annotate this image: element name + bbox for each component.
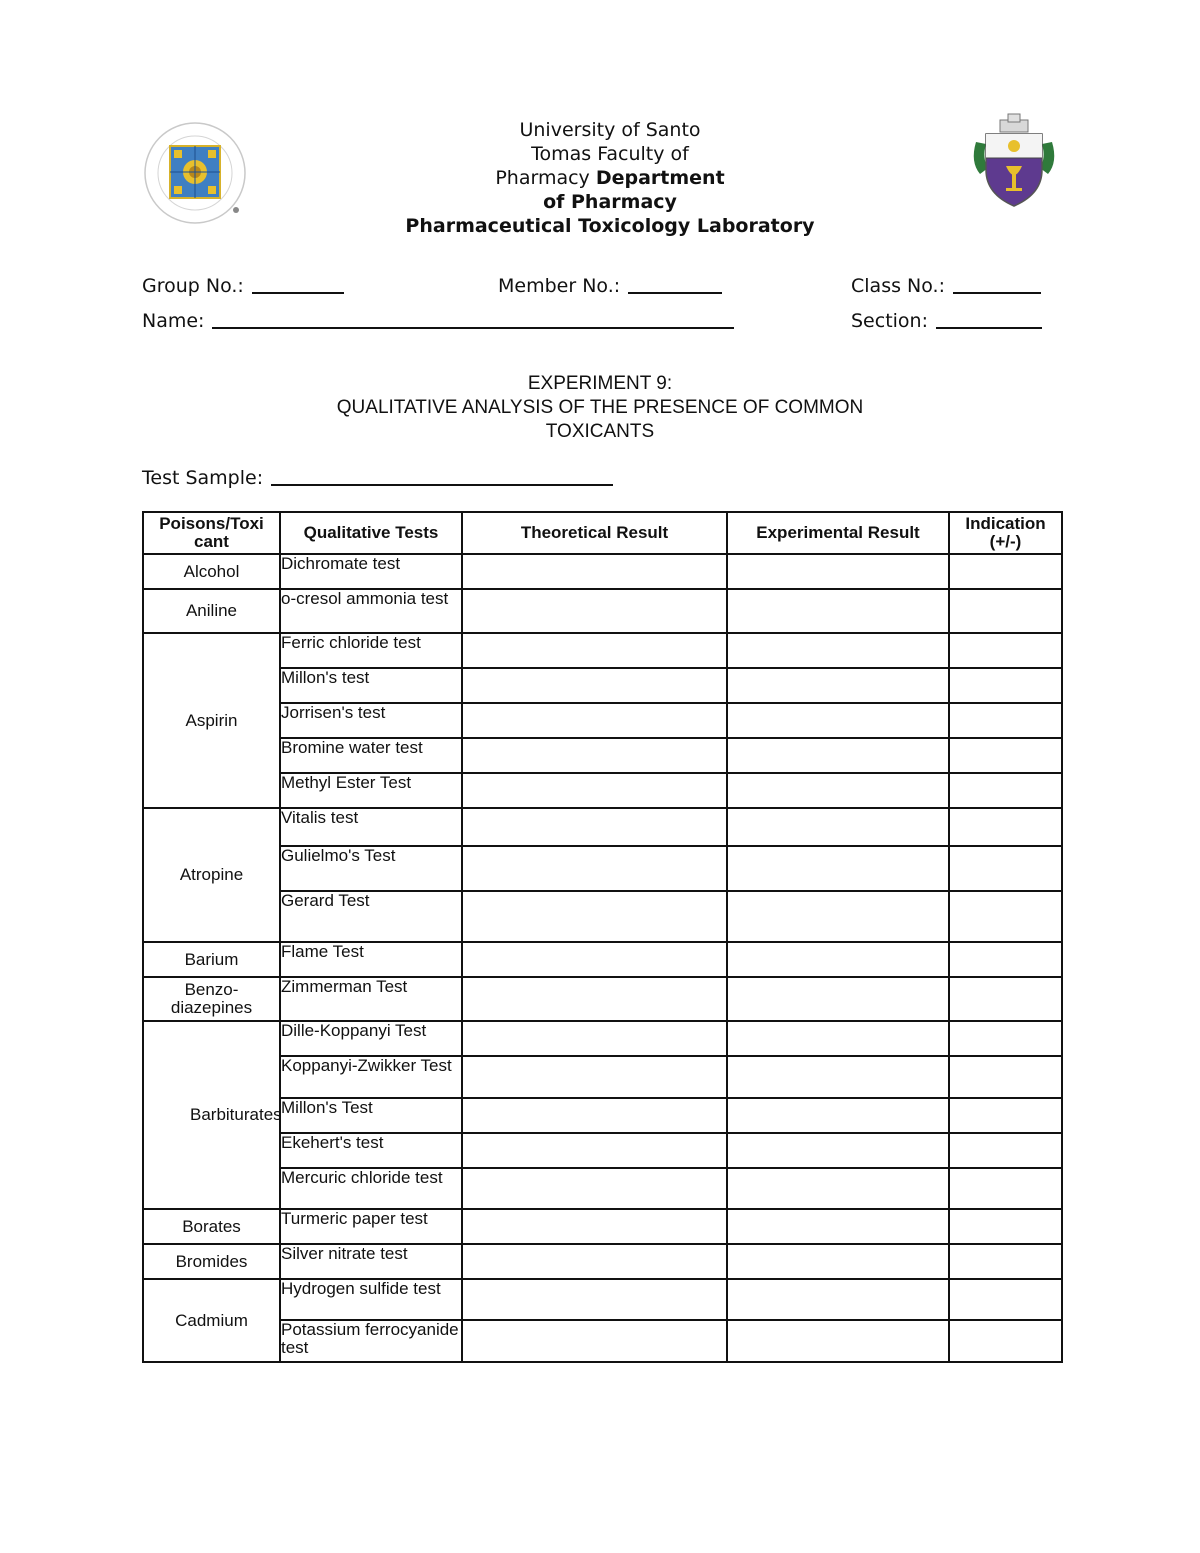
table-row xyxy=(143,1133,1062,1168)
experimental-result-cell[interactable] xyxy=(727,1098,949,1133)
theoretical-result-cell[interactable] xyxy=(462,703,727,738)
indication-cell[interactable] xyxy=(949,554,1062,589)
group-no-field[interactable] xyxy=(142,275,344,297)
member-no-blank[interactable] xyxy=(628,292,722,294)
section-field[interactable] xyxy=(851,310,1042,332)
header-indication-line-1: Indication xyxy=(965,514,1046,533)
table-row xyxy=(143,1209,1062,1244)
header-line-4: of Pharmacy xyxy=(543,191,677,213)
test-sample-field[interactable] xyxy=(142,467,613,489)
table-row xyxy=(143,977,1062,1021)
indication-cell[interactable] xyxy=(949,738,1062,773)
experimental-result-cell[interactable] xyxy=(727,1209,949,1244)
indication-cell[interactable] xyxy=(949,1209,1062,1244)
indication-cell[interactable] xyxy=(949,1244,1062,1279)
table-row xyxy=(143,773,1062,808)
test-ferric-chloride: Ferric chloride test xyxy=(280,633,462,668)
indication-cell[interactable] xyxy=(949,891,1062,942)
results-table xyxy=(142,511,1063,1363)
header-line-3 xyxy=(380,166,840,190)
table-row xyxy=(143,891,1062,942)
header-qualitative-tests: Qualitative Tests xyxy=(280,512,462,554)
experimental-result-cell[interactable] xyxy=(727,977,949,1021)
theoretical-result-cell[interactable] xyxy=(462,1320,727,1362)
header-indication xyxy=(949,512,1062,554)
experimental-result-cell[interactable] xyxy=(727,738,949,773)
university-header xyxy=(380,118,840,238)
test-methyl-ester: Methyl Ester Test xyxy=(280,773,462,808)
poison-atropine: Atropine xyxy=(143,808,280,942)
theoretical-result-cell[interactable] xyxy=(462,977,727,1021)
header-poison-line-2: cant xyxy=(194,532,229,551)
header-experimental-result: Experimental Result xyxy=(727,512,949,554)
test-ekeherts: Ekehert's test xyxy=(280,1133,462,1168)
section-label: Section: xyxy=(851,310,928,332)
experimental-result-cell[interactable] xyxy=(727,1056,949,1098)
theoretical-result-cell[interactable] xyxy=(462,589,727,633)
indication-cell[interactable] xyxy=(949,668,1062,703)
poison-aspirin: Aspirin xyxy=(143,633,280,808)
indication-cell[interactable] xyxy=(949,1279,1062,1320)
theoretical-result-cell[interactable] xyxy=(462,738,727,773)
experimental-result-cell[interactable] xyxy=(727,846,949,891)
indication-cell[interactable] xyxy=(949,589,1062,633)
header-line-3-plain: Pharmacy xyxy=(495,167,596,189)
experimental-result-cell[interactable] xyxy=(727,633,949,668)
experimental-result-cell[interactable] xyxy=(727,891,949,942)
experimental-result-cell[interactable] xyxy=(727,942,949,977)
poison-aniline: Aniline xyxy=(143,589,280,633)
table-row xyxy=(143,589,1062,633)
theoretical-result-cell[interactable] xyxy=(462,633,727,668)
experimental-result-cell[interactable] xyxy=(727,703,949,738)
group-no-label: Group No.: xyxy=(142,275,244,297)
indication-cell[interactable] xyxy=(949,1056,1062,1098)
table-row xyxy=(143,846,1062,891)
indication-cell[interactable] xyxy=(949,808,1062,846)
poison-barium: Barium xyxy=(143,942,280,977)
theoretical-result-cell[interactable] xyxy=(462,1279,727,1320)
theoretical-result-cell[interactable] xyxy=(462,554,727,589)
table-row xyxy=(143,1244,1062,1279)
table-header-row xyxy=(143,512,1062,554)
theoretical-result-cell[interactable] xyxy=(462,1244,727,1279)
theoretical-result-cell[interactable] xyxy=(462,808,727,846)
name-label: Name: xyxy=(142,310,205,332)
test-vitalis: Vitalis test xyxy=(280,808,462,846)
theoretical-result-cell[interactable] xyxy=(462,1133,727,1168)
table-row xyxy=(143,1168,1062,1209)
indication-cell[interactable] xyxy=(949,633,1062,668)
table-row xyxy=(143,1320,1062,1362)
experimental-result-cell[interactable] xyxy=(727,1168,949,1209)
indication-cell[interactable] xyxy=(949,1021,1062,1056)
test-dille-koppanyi: Dille-Koppanyi Test xyxy=(280,1021,462,1056)
poison-alcohol: Alcohol xyxy=(143,554,280,589)
header-line-5: Pharmaceutical Toxicology Laboratory xyxy=(405,215,815,237)
indication-cell[interactable] xyxy=(949,1168,1062,1209)
ust-seal-logo xyxy=(140,118,250,228)
theoretical-result-cell[interactable] xyxy=(462,1168,727,1209)
theoretical-result-cell[interactable] xyxy=(462,773,727,808)
name-blank[interactable] xyxy=(212,327,734,329)
member-no-label: Member No.: xyxy=(498,275,621,297)
table-row xyxy=(143,942,1062,977)
table-row xyxy=(143,554,1062,589)
experiment-title xyxy=(230,372,970,444)
poison-borates: Borates xyxy=(143,1209,280,1244)
header-poison xyxy=(143,512,280,554)
experiment-title-line-2: TOXICANTS xyxy=(545,421,655,442)
table-row xyxy=(143,1098,1062,1133)
theoretical-result-cell[interactable] xyxy=(462,1056,727,1098)
poison-bromides: Bromides xyxy=(143,1244,280,1279)
table-row xyxy=(143,633,1062,668)
indication-cell[interactable] xyxy=(949,977,1062,1021)
member-no-field[interactable] xyxy=(498,275,722,297)
test-potassium-ferrocyanide: Potassium ferrocyanide test xyxy=(280,1320,462,1362)
test-silver-nitrate: Silver nitrate test xyxy=(280,1244,462,1279)
test-turmeric-paper: Turmeric paper test xyxy=(280,1209,462,1244)
test-gulielmos: Gulielmo's Test xyxy=(280,846,462,891)
experimental-result-cell[interactable] xyxy=(727,1320,949,1362)
table-row xyxy=(143,668,1062,703)
indication-cell[interactable] xyxy=(949,703,1062,738)
table-row xyxy=(143,703,1062,738)
pharmacy-crest-logo xyxy=(968,112,1060,212)
experimental-result-cell[interactable] xyxy=(727,1133,949,1168)
test-bromine-water: Bromine water test xyxy=(280,738,462,773)
experiment-number: EXPERIMENT 9: xyxy=(527,373,673,394)
class-no-label: Class No.: xyxy=(851,275,945,297)
section-blank[interactable] xyxy=(936,327,1042,329)
table-row xyxy=(143,1056,1062,1098)
poison-barbiturates: Barbiturates xyxy=(143,1021,280,1209)
experimental-result-cell[interactable] xyxy=(727,589,949,633)
experiment-title-line-1: QUALITATIVE ANALYSIS OF THE PRESENCE OF COMMON xyxy=(336,397,864,418)
header-line-1: University of Santo xyxy=(519,119,701,141)
test-gerard: Gerard Test xyxy=(280,891,462,942)
class-no-field[interactable] xyxy=(851,275,1041,297)
indication-cell[interactable] xyxy=(949,1133,1062,1168)
test-jorrisens: Jorrisen's test xyxy=(280,703,462,738)
group-no-blank[interactable] xyxy=(252,292,344,294)
experimental-result-cell[interactable] xyxy=(727,668,949,703)
table-row xyxy=(143,1279,1062,1320)
poison-benzodiazepines: Benzo-diazepines xyxy=(143,977,280,1021)
table-row xyxy=(143,738,1062,773)
theoretical-result-cell[interactable] xyxy=(462,891,727,942)
header-line-3-bold: Department xyxy=(595,167,725,189)
test-sample-label: Test Sample: xyxy=(142,467,264,489)
poison-cadmium: Cadmium xyxy=(143,1279,280,1362)
header-poison-line-1: Poisons/Toxi xyxy=(159,514,264,533)
test-millons-barbiturate: Millon's Test xyxy=(280,1098,462,1133)
theoretical-result-cell[interactable] xyxy=(462,942,727,977)
test-sample-blank[interactable] xyxy=(271,484,613,486)
test-millons: Millon's test xyxy=(280,668,462,703)
table-row xyxy=(143,808,1062,846)
experimental-result-cell[interactable] xyxy=(727,808,949,846)
indication-cell[interactable] xyxy=(949,1098,1062,1133)
test-dichromate: Dichromate test xyxy=(280,554,462,589)
test-hydrogen-sulfide: Hydrogen sulfide test xyxy=(280,1279,462,1320)
experimental-result-cell[interactable] xyxy=(727,1021,949,1056)
test-flame: Flame Test xyxy=(280,942,462,977)
experimental-result-cell[interactable] xyxy=(727,1279,949,1320)
header-indication-line-2: (+/-) xyxy=(989,532,1022,551)
indication-cell[interactable] xyxy=(949,942,1062,977)
indication-cell[interactable] xyxy=(949,773,1062,808)
test-mercuric-chloride: Mercuric chloride test xyxy=(280,1168,462,1209)
table-row xyxy=(143,1021,1062,1056)
indication-cell[interactable] xyxy=(949,1320,1062,1362)
header-line-2: Tomas Faculty of xyxy=(531,143,689,165)
theoretical-result-cell[interactable] xyxy=(462,1098,727,1133)
test-koppanyi-zwikker: Koppanyi-Zwikker Test xyxy=(280,1056,462,1098)
theoretical-result-cell[interactable] xyxy=(462,1209,727,1244)
experimental-result-cell[interactable] xyxy=(727,773,949,808)
indication-cell[interactable] xyxy=(949,846,1062,891)
name-field[interactable] xyxy=(142,310,734,332)
theoretical-result-cell[interactable] xyxy=(462,846,727,891)
experimental-result-cell[interactable] xyxy=(727,1244,949,1279)
theoretical-result-cell[interactable] xyxy=(462,1021,727,1056)
class-no-blank[interactable] xyxy=(953,292,1041,294)
theoretical-result-cell[interactable] xyxy=(462,668,727,703)
test-zimmerman: Zimmerman Test xyxy=(280,977,462,1021)
test-o-cresol-ammonia: o-cresol ammonia test xyxy=(280,589,462,633)
header-theoretical-result: Theoretical Result xyxy=(462,512,727,554)
experimental-result-cell[interactable] xyxy=(727,554,949,589)
